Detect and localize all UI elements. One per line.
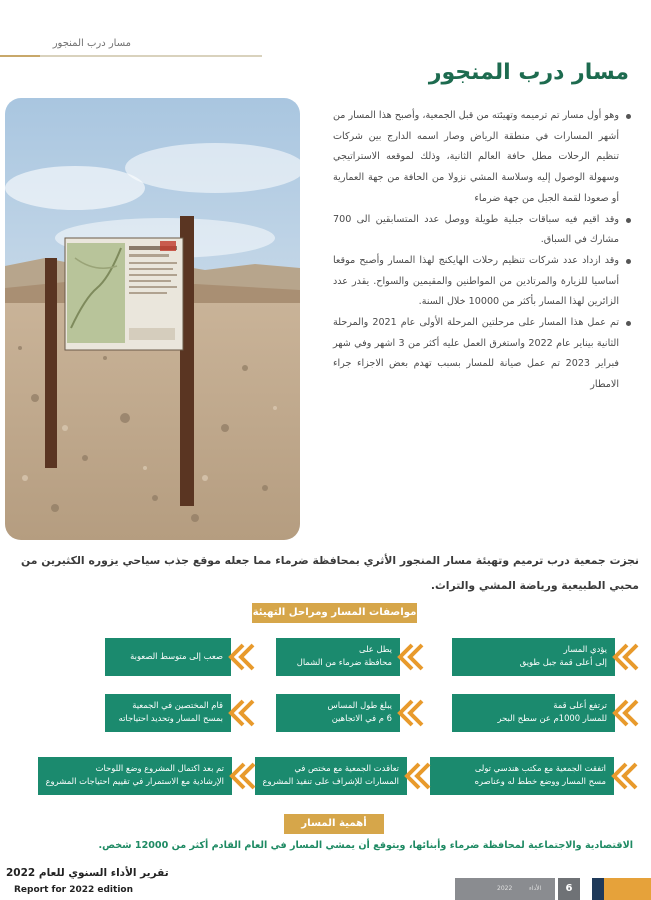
page-title: مسار درب المنجور xyxy=(428,60,629,85)
page-number: 6 xyxy=(558,878,580,900)
bullet-item: وقد ازداد عدد شركات تنظيم رحلات الهايكنج لهذا المسار وأصبح موقعا أساسيا للزيارة والمرتادين من المواطنين والمقيمين والسواح. يقدر عدد الزائرين لهذا المسار بأكثر من 10000 خلال السنة. xyxy=(333,251,633,313)
chevron-left-icon xyxy=(614,764,636,788)
spec-card: تعاقدت الجمعية مع مختص في المسارات للإشراف على تنفيذ المشروع xyxy=(255,757,407,795)
footer-report-edition: Report for 2022 edition xyxy=(14,885,133,895)
importance-heading: أهمية المسار xyxy=(284,814,384,834)
header-section-label: مسار درب المنجور xyxy=(52,38,131,49)
spec-card: قام المختصين في الجمعية بمسح المسار وتحديد احتياجاته xyxy=(105,694,231,732)
spec-card: تم بعد اكتمال المشروع وضع اللوحات الإرشادية مع الاستمرار في تقييم احتياجات المشروع xyxy=(38,757,232,795)
page-number-strip xyxy=(455,878,651,900)
spec-card: صعب إلى متوسط الصعوبة xyxy=(105,638,231,676)
spec-card: اتفقت الجمعية مع مكتب هندسي تولى مسح المسار ووضع خطط له وعناصره xyxy=(430,757,614,795)
chevron-left-icon xyxy=(231,645,253,669)
strip-year: 2022 xyxy=(497,885,513,892)
chevron-left-icon xyxy=(400,645,422,669)
chevron-left-icon xyxy=(615,645,637,669)
chevron-left-icon xyxy=(232,764,254,788)
footer-report-title: تقرير الأداء السنوي للعام 2022 xyxy=(6,867,169,879)
spec-card: ترتفع أعلى قمة للمسار 1000م عن سطح البحر xyxy=(452,694,615,732)
importance-text: الاقتصادية والاجتماعية لمحافظة ضرماء وأبنائها، ويتوقع أن يمشي المسار في العام القادم أكثر من 12000 شخص. xyxy=(98,840,633,851)
bullet-item: وهو أول مسار تم ترميمه وتهيئته من قبل الجمعية، وأصبح هذا المسار من أشهر المسارات في منطقة الرياض وصار اسمه الدارج بين شركات تنظيم الرحلات مطل حافة العالم الثانية، وذلك لموقعه الاستراتيجي وسهولة الوصول إليه وسلاسة المشي نزولا من الحافة من جهة العمارية أو صعودا لقمة الجبل من جهة ضرماء xyxy=(333,106,633,210)
strip-label: الأداء xyxy=(529,885,542,892)
bullet-item: وقد اقيم فيه سباقات جبلية طويلة ووصل عدد المتسابقين الى 700 مشارك في السباق. xyxy=(333,210,633,251)
spec-card: يبلغ طول المساس 6 م في الاتجاهين xyxy=(276,694,400,732)
chevron-left-icon xyxy=(231,701,253,725)
chevron-left-icon xyxy=(407,764,429,788)
bullet-item: تم عمل هذا المسار على مرحلتين المرحلة الأولى عام 2021 والمرحلة الثانية بيناير عام 2022 واستغرق العمل عليه أكثر من 3 اشهر وفي شهر فبراير 2023 تم عمل صيانة للمسار بسبب تهدم بعض الاجزاء جراء الامطار xyxy=(333,313,633,396)
chevron-left-icon xyxy=(615,701,637,725)
specs-heading: مواصفات المسار ومراحل التهيئة xyxy=(252,603,417,623)
spec-card: يطل على محافظة ضرماء من الشمال xyxy=(276,638,400,676)
spec-card: يؤدي المسار إلى أعلى قمة جبل طويق xyxy=(452,638,615,676)
summary-paragraph: نجزت جمعية درب ترميم وتهيئة مسار المنجور الأثري بمحافظة ضرماء مما جعله موقع جذب سياحي يزوره الكثيرين من محبي الطبيعية ورياضة المشي والتراث. xyxy=(21,554,639,592)
chevron-left-icon xyxy=(400,701,422,725)
